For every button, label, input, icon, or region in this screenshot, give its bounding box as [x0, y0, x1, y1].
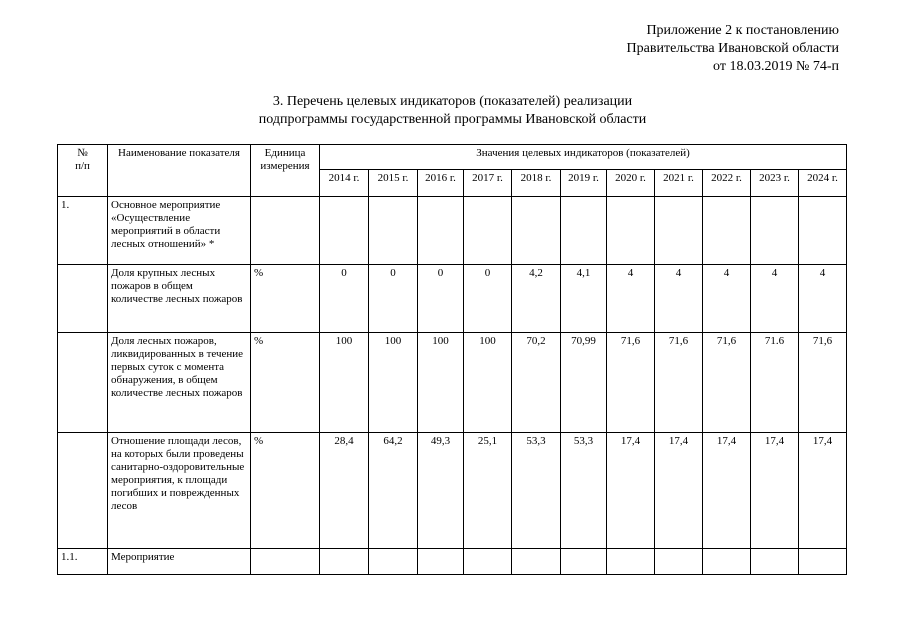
row-number-cell: 1.: [58, 197, 108, 265]
indicator-name-cell: Мероприятие: [108, 549, 251, 575]
value-cell: 25,1: [464, 433, 512, 549]
indicator-name-cell: Основное мероприятие «Осуществление мероприятий в области лесных отношений» *: [108, 197, 251, 265]
value-cell: 4: [655, 265, 703, 333]
value-cell: 71.6: [751, 333, 799, 433]
year-header: 2018 г.: [512, 170, 561, 197]
value-cell: 17,4: [751, 433, 799, 549]
header-line-2: Правительства Ивановской области: [626, 41, 839, 56]
table-row: [58, 265, 847, 333]
value-cell: [799, 549, 847, 575]
column-header-name: Наименование показателя: [108, 145, 251, 197]
year-header: 2019 г.: [561, 170, 607, 197]
value-cell: 71,6: [799, 333, 847, 433]
value-cell: 4: [607, 265, 655, 333]
table-row: [58, 197, 847, 265]
value-cell: [464, 197, 512, 265]
year-header: 2017 г.: [464, 170, 512, 197]
value-cell: 4,2: [512, 265, 561, 333]
table-row: [58, 549, 847, 575]
value-cell: 17,4: [703, 433, 751, 549]
value-cell: 4,1: [561, 265, 607, 333]
unit-cell: %: [251, 333, 320, 433]
unit-cell: %: [251, 265, 320, 333]
value-cell: 17,4: [655, 433, 703, 549]
value-cell: 28,4: [320, 433, 369, 549]
row-number-cell: [58, 265, 108, 333]
year-header: 2016 г.: [418, 170, 464, 197]
value-cell: 64,2: [369, 433, 418, 549]
value-cell: [751, 549, 799, 575]
column-header-values: Значения целевых индикаторов (показателей): [320, 145, 847, 170]
column-header-number: [58, 145, 108, 197]
value-cell: 71,6: [655, 333, 703, 433]
value-cell: 49,3: [418, 433, 464, 549]
value-cell: [320, 197, 369, 265]
header-line-3: от 18.03.2019 № 74-п: [713, 59, 839, 74]
unit-cell: [251, 197, 320, 265]
value-cell: [418, 549, 464, 575]
value-cell: 0: [369, 265, 418, 333]
value-cell: [320, 549, 369, 575]
indicator-name-cell: Доля крупных лесных пожаров в общем количестве лесных пожаров: [108, 265, 251, 333]
year-header: 2021 г.: [655, 170, 703, 197]
title-line-1: 3. Перечень целевых индикаторов (показателей) реализации: [272, 94, 633, 109]
indicator-name-cell: Доля лесных пожаров, ликвидированных в течение первых суток с момента обнаружения, в общем количестве лесных пожаров: [108, 333, 251, 433]
year-header: 2020 г.: [607, 170, 655, 197]
value-cell: 4: [703, 265, 751, 333]
row-number-cell: 1.1.: [58, 549, 108, 575]
indicator-name-cell: Отношение площади лесов, на которых были проведены санитарно-оздоровительные мероприятия, к площади погибших и поврежденных лесов: [108, 433, 251, 549]
value-cell: 70,99: [561, 333, 607, 433]
table-row: [58, 333, 847, 433]
value-cell: [369, 197, 418, 265]
year-header: 2015 г.: [369, 170, 418, 197]
value-cell: [607, 549, 655, 575]
title-line-2: подпрограммы государственной программы Ивановской области: [258, 112, 647, 127]
value-cell: [418, 197, 464, 265]
row-number-cell: [58, 433, 108, 549]
year-header: 2022 г.: [703, 170, 751, 197]
value-cell: 17,4: [799, 433, 847, 549]
document-header: [627, 22, 839, 76]
value-cell: [703, 197, 751, 265]
header-line-1: Приложение 2 к постановлению: [646, 23, 839, 38]
value-cell: [464, 549, 512, 575]
column-header-number-line-2: п/п: [75, 160, 90, 172]
document-title: [0, 93, 905, 129]
value-cell: 0: [418, 265, 464, 333]
row-number-cell: [58, 333, 108, 433]
value-cell: 100: [418, 333, 464, 433]
value-cell: 17,4: [607, 433, 655, 549]
value-cell: 100: [369, 333, 418, 433]
year-header: 2024 г.: [799, 170, 847, 197]
year-header: 2014 г.: [320, 170, 369, 197]
value-cell: 70,2: [512, 333, 561, 433]
value-cell: 4: [751, 265, 799, 333]
value-cell: 0: [320, 265, 369, 333]
indicators-table: [57, 144, 847, 575]
value-cell: [512, 197, 561, 265]
value-cell: [561, 549, 607, 575]
column-header-unit: Единица измерения: [251, 145, 320, 197]
value-cell: 53,3: [561, 433, 607, 549]
value-cell: [607, 197, 655, 265]
value-cell: [751, 197, 799, 265]
unit-cell: [251, 549, 320, 575]
value-cell: 100: [464, 333, 512, 433]
value-cell: [703, 549, 751, 575]
value-cell: 71,6: [703, 333, 751, 433]
value-cell: 4: [799, 265, 847, 333]
table-header-row: [58, 145, 847, 170]
value-cell: [512, 549, 561, 575]
value-cell: [799, 197, 847, 265]
table-row: [58, 433, 847, 549]
value-cell: 71,6: [607, 333, 655, 433]
value-cell: 100: [320, 333, 369, 433]
unit-cell: %: [251, 433, 320, 549]
year-header: 2023 г.: [751, 170, 799, 197]
value-cell: [561, 197, 607, 265]
value-cell: [369, 549, 418, 575]
value-cell: 53,3: [512, 433, 561, 549]
column-header-number-line-1: №: [77, 147, 88, 159]
value-cell: [655, 549, 703, 575]
value-cell: 0: [464, 265, 512, 333]
value-cell: [655, 197, 703, 265]
